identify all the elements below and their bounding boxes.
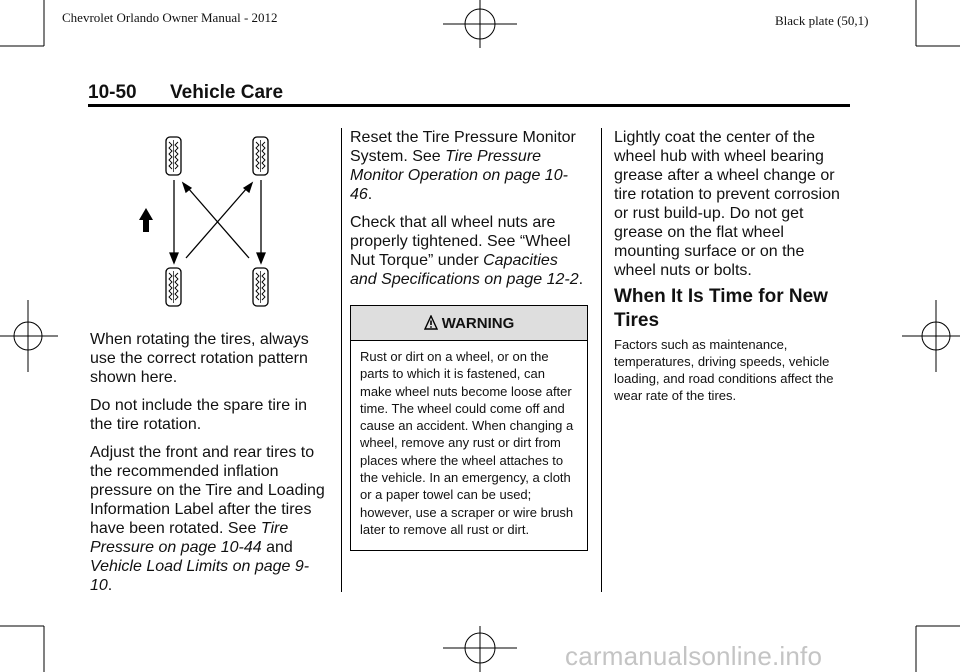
- warning-text: Rust or dirt on a wheel, or on the parts to which it is fastened, can make wheel nuts become loose after time. The wheel could come off and cause an accident. When changing a wheel, remove any rust or dirt from places where the wheel attaches to the vehicle. In an emergency, a cloth or a paper towel can be used; however, use a scraper or wire brush later to remove all rust or dirt.: [360, 349, 574, 537]
- column-3: [614, 128, 850, 289]
- wheel-nuts-text: Check that all wheel nuts are properly tightened. See “Wheel Nut Torque” under Capacities and Specifications on page 12-2.: [350, 214, 584, 288]
- spare-tire-text: Do not include the spare tire in the tire rotation.: [90, 397, 308, 433]
- tire-rotation-diagram: [138, 130, 288, 310]
- tire-rear-right-icon: [253, 268, 268, 306]
- column-divider-2: [601, 128, 602, 592]
- warning-title: WARNING: [441, 314, 515, 332]
- tire-pressure-link[interactable]: Tire Pressure on page 10-44: [90, 520, 289, 556]
- inflation-text: Adjust the front and rear tires to the recommended inflation pressure on the Tire and Loading Information Label after the tires have been rotated. See Tire Pressure on page 10-44 and Vehicle Load Limits on page 9-10.: [90, 444, 325, 594]
- vehicle-load-limits-link[interactable]: Vehicle Load Limits on page 9-10: [90, 558, 310, 594]
- tire-front-right-icon: [253, 137, 268, 175]
- registration-mark-bottom: [443, 626, 517, 672]
- forward-arrow-icon: [139, 208, 153, 232]
- column-1: [90, 330, 330, 604]
- section-rule: [88, 104, 850, 107]
- manual-title: Chevrolet Orlando Owner Manual - 2012: [62, 10, 278, 25]
- grease-text: Lightly coat the center of the wheel hub with wheel bearing grease after a wheel change or tire rotation to prevent corrosion or rust build-up. Do not get grease on the flat wheel mounting surface or on the wheel nuts or bolts.: [614, 129, 840, 279]
- warning-box: [350, 305, 588, 551]
- watermark: carmanualsonline.info: [565, 641, 823, 671]
- rotation-pattern-text: When rotating the tires, always use the correct rotation pattern shown here.: [90, 331, 309, 386]
- section-title: Vehicle Care: [170, 82, 284, 103]
- capacities-link[interactable]: Capacities and Specifications on page 12-2: [350, 252, 579, 288]
- registration-mark-right: [902, 300, 960, 372]
- tpms-operation-link[interactable]: Tire Pressure Monitor Operation on page 10-46: [350, 148, 568, 203]
- column-divider-1: [341, 128, 342, 592]
- plate-label: Black plate (50,1): [775, 13, 869, 28]
- warning-icon: [424, 315, 438, 331]
- tire-front-left-icon: [166, 137, 181, 175]
- page-number: 10-50: [88, 82, 137, 103]
- warning-header: [351, 306, 587, 341]
- wear-factors-text: Factors such as maintenance, temperatures, driving speeds, vehicle loading, and road conditions affect the wear rate of the tires.: [614, 337, 834, 403]
- column-2: [350, 128, 588, 298]
- registration-mark-left: [0, 300, 58, 372]
- reset-tpms-text: Reset the Tire Pressure Monitor System. See Tire Pressure Monitor Operation on page 10-46.: [350, 129, 576, 203]
- tire-rear-left-icon: [166, 268, 181, 306]
- new-tires-heading: When It Is Time for New Tires: [614, 286, 828, 331]
- registration-mark-top: [443, 0, 517, 48]
